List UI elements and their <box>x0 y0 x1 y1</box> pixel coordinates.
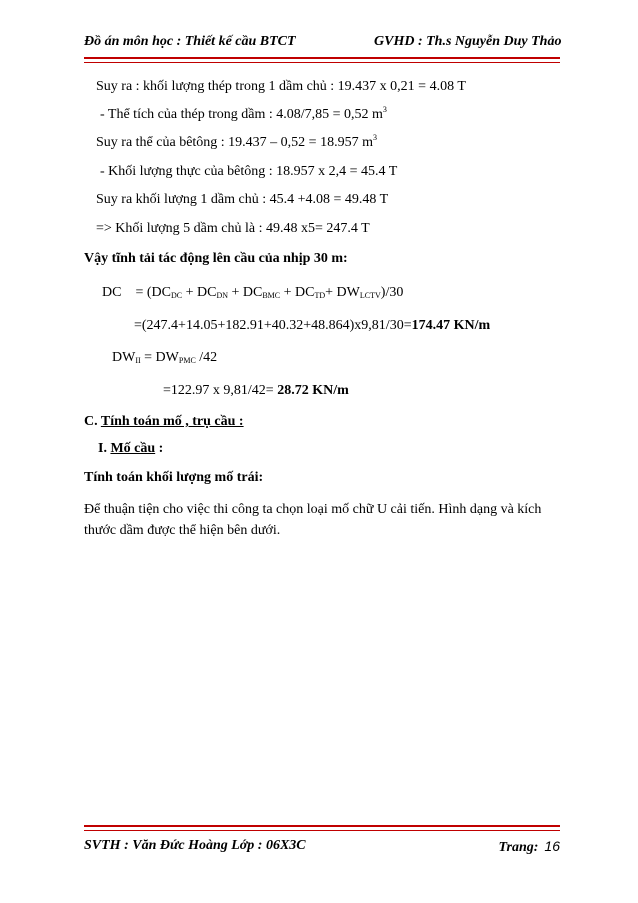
formula-dw: $DW_{II} = DW_{PMC}$ /42 <box>112 350 218 365</box>
heading-left-abutment: Tính toán khối lượng mố trái: <box>84 470 264 485</box>
text-line-concrete-volume: Suy ra thể của bêtông : 19.437 – 0,52 = 18.957 $m^3$ <box>96 133 377 150</box>
dc-result: 174.47 KN/m <box>411 318 491 333</box>
footer-student: SVTH : Văn Đức Hoàng Lớp : 06X3C <box>84 838 306 853</box>
formula-dw-calc: =122.97 x 9,81/42= 28.72 KN/m <box>163 383 349 398</box>
text-line-steel-volume: - Thể tích của thép trong dầm : 4.08/7,85 = 0,52 $m^3$ <box>100 105 387 122</box>
text-line-five-girders: => Khối lượng 5 dầm chủ là : 49.48 x5= 247.4 T <box>96 221 370 236</box>
page-number: 16 <box>544 838 560 854</box>
text-line-steel-mass: Suy ra : khối lượng thép trong 1 dầm chủ : 19.437 x 0,21 = 4.08 T <box>96 79 466 94</box>
header-project-title: Đồ án môn học : Thiết kế cầu BTCT <box>84 34 296 49</box>
text-line-girder-mass: Suy ra khối lượng 1 dầm chủ : 45.4 +4.08 = 49.48 T <box>96 192 389 207</box>
section-c-heading: C. Tính toán mố , trụ cầu : <box>84 414 244 429</box>
dw-result: 28.72 KN/m <box>277 383 349 398</box>
header-supervisor: GVHD : Th.s Nguyễn Duy Thảo <box>374 34 562 49</box>
header-rule <box>84 57 560 63</box>
paragraph-abutment-description: Để thuận tiện cho việc thi công ta chọn loại mố chữ U cải tiến. Hình dạng và kích thước dầm được thể hiện bên dưới. <box>84 502 542 538</box>
section-i-heading: I. Mố cầu : <box>98 441 164 456</box>
footer-page: Trang: 16 <box>498 838 560 855</box>
formula-dc: DC = $(DC_{DC} + DC_{DN} + DC_{BMC} + DC_{TD}+ DW_{LCTV})/30$ <box>102 285 404 300</box>
footer-rule <box>84 825 560 831</box>
formula-dc-calc: =(247.4+14.05+182.91+40.32+48.864)x9,81/30=174.47 KN/m <box>134 318 491 333</box>
heading-dead-load: Vậy tĩnh tải tác động lên cầu của nhịp 30 m: <box>84 251 348 266</box>
text-line-concrete-mass: - Khối lượng thực của bêtông : 18.957 x 2,4 = 45.4 T <box>100 164 398 179</box>
